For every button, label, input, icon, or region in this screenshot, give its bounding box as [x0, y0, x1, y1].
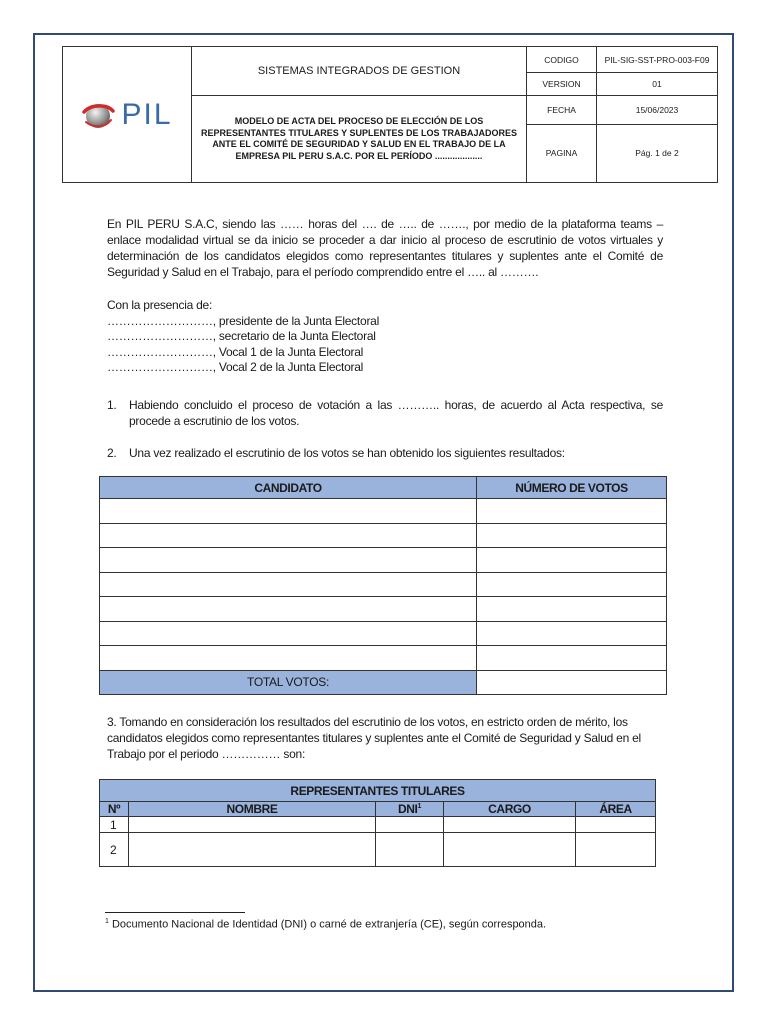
item-3-text: 3. Tomando en consideración los resultados del escrutinio de los votos, en estricto orden de mérito, los candidatos elegidos como representantes titulares y suplentes ante el Comité de Seguridad y Salud en el Trabajo por el periodo …………… son:: [107, 715, 641, 761]
item-2: [107, 445, 663, 461]
candidate-cell[interactable]: [100, 646, 477, 671]
dni-column-header: [376, 802, 444, 817]
candidate-cell[interactable]: [100, 621, 477, 646]
votes-column-header: NÚMERO DE VOTOS: [477, 477, 667, 499]
representatives-table: [99, 779, 656, 867]
dni-label: DNI: [398, 802, 418, 816]
table-row: [100, 572, 667, 597]
candidate-cell[interactable]: [100, 523, 477, 548]
area-cell[interactable]: [576, 833, 656, 867]
table-row: [100, 499, 667, 524]
version-value: 01: [597, 73, 718, 96]
version-label: VERSION: [527, 73, 597, 96]
item-1: [107, 397, 663, 429]
votes-cell[interactable]: [477, 499, 667, 524]
footnote-separator: [105, 912, 245, 913]
candidate-cell[interactable]: [100, 548, 477, 573]
system-title: SISTEMAS INTEGRADOS DE GESTION: [192, 47, 527, 96]
presence-block: [107, 298, 663, 376]
table-row: [100, 817, 656, 833]
row-number: 2: [100, 833, 129, 867]
date-value: 15/06/2023: [597, 96, 718, 124]
page-value: Pág. 1 de 2: [597, 124, 718, 182]
presence-line: ………………………, secretario de la Junta Electoral: [107, 329, 376, 343]
number-column-header: Nº: [100, 802, 129, 817]
footnote-text: Documento Nacional de Identidad (DNI) o carné de extranjería (CE), según corresponda.: [111, 918, 547, 931]
cargo-column-header: CARGO: [444, 802, 576, 817]
table-row: [100, 597, 667, 622]
presence-title: Con la presencia de:: [107, 298, 213, 312]
presence-line: ………………………, Vocal 1 de la Junta Electoral: [107, 344, 364, 359]
row-number: 1: [100, 817, 129, 833]
date-label: FECHA: [527, 96, 597, 124]
globe-icon: [81, 100, 115, 130]
name-cell[interactable]: [129, 833, 376, 867]
candidates-table: [99, 476, 667, 695]
total-votes-cell[interactable]: [477, 670, 667, 695]
logo-text: PIL: [121, 97, 173, 131]
table-row: [100, 523, 667, 548]
representatives-title: REPRESENTANTES TITULARES: [100, 780, 656, 802]
cargo-cell[interactable]: [444, 817, 576, 833]
dni-cell[interactable]: [376, 833, 444, 867]
table-row: [100, 833, 656, 867]
item-2-text: Una vez realizado el escrutinio de los votos se han obtenido los siguientes resultados:: [129, 446, 565, 460]
dni-cell[interactable]: [376, 817, 444, 833]
dni-footnote-marker: 1: [417, 803, 421, 810]
votes-cell[interactable]: [477, 646, 667, 671]
table-row: [100, 621, 667, 646]
footnote: [105, 918, 546, 931]
name-column-header: NOMBRE: [129, 802, 376, 817]
candidate-cell[interactable]: [100, 572, 477, 597]
item-2-number: 2.: [107, 446, 117, 460]
item-1-text: Habiendo concluido el proceso de votación a las ……….. horas, de acuerdo al Acta respectiva, se procede a escrutinio de los votos.: [129, 398, 663, 428]
logo-cell: [63, 47, 192, 183]
code-value: PIL-SIG-SST-PRO-003-F09: [597, 47, 718, 73]
votes-cell[interactable]: [477, 572, 667, 597]
votes-cell[interactable]: [477, 523, 667, 548]
presence-line: ………………………, Vocal 2 de la Junta Electoral: [107, 360, 364, 374]
area-cell[interactable]: [576, 817, 656, 833]
table-row: [100, 548, 667, 573]
document-header: [62, 46, 718, 183]
area-column-header: ÁREA: [576, 802, 656, 817]
item-1-number: 1.: [107, 398, 117, 412]
document-title: MODELO DE ACTA DEL PROCESO DE ELECCIÓN DE LOS REPRESENTANTES TITULARES Y SUPLENTES DE LOS TRABAJADORES ANTE EL COMITÉ DE SEGURIDAD Y SALUD EN EL TRABAJO DE LA EMPRESA PIL PERU S.A.C. POR EL PERÍODO ...................: [192, 96, 527, 183]
votes-cell[interactable]: [477, 597, 667, 622]
votes-cell[interactable]: [477, 548, 667, 573]
table-row: [100, 646, 667, 671]
code-label: CODIGO: [527, 47, 597, 73]
footnote-marker: 1: [105, 918, 109, 925]
name-cell[interactable]: [129, 817, 376, 833]
candidate-cell[interactable]: [100, 499, 477, 524]
intro-paragraph: En PIL PERU S.A.C, siendo las …… horas del …. de ….. de ……., por medio de la plataforma teams – enlace modalidad virtual se da inicio se proceder a dar inicio al proceso de escrutinio de votos virtuales y determinación de los candidatos elegidos como representantes titulares y suplentes ante el Comité de Seguridad y Salud en el Trabajo, para el período comprendido entre el ….. al ……….: [107, 217, 663, 279]
votes-cell[interactable]: [477, 621, 667, 646]
total-votes-label: TOTAL VOTOS:: [100, 670, 477, 695]
page-label: PAGINA: [527, 124, 597, 182]
company-logo: [63, 98, 191, 132]
candidate-cell[interactable]: [100, 597, 477, 622]
candidate-column-header: CANDIDATO: [100, 477, 477, 499]
cargo-cell[interactable]: [444, 833, 576, 867]
presence-line: ………………………, presidente de la Junta Electoral: [107, 313, 380, 328]
